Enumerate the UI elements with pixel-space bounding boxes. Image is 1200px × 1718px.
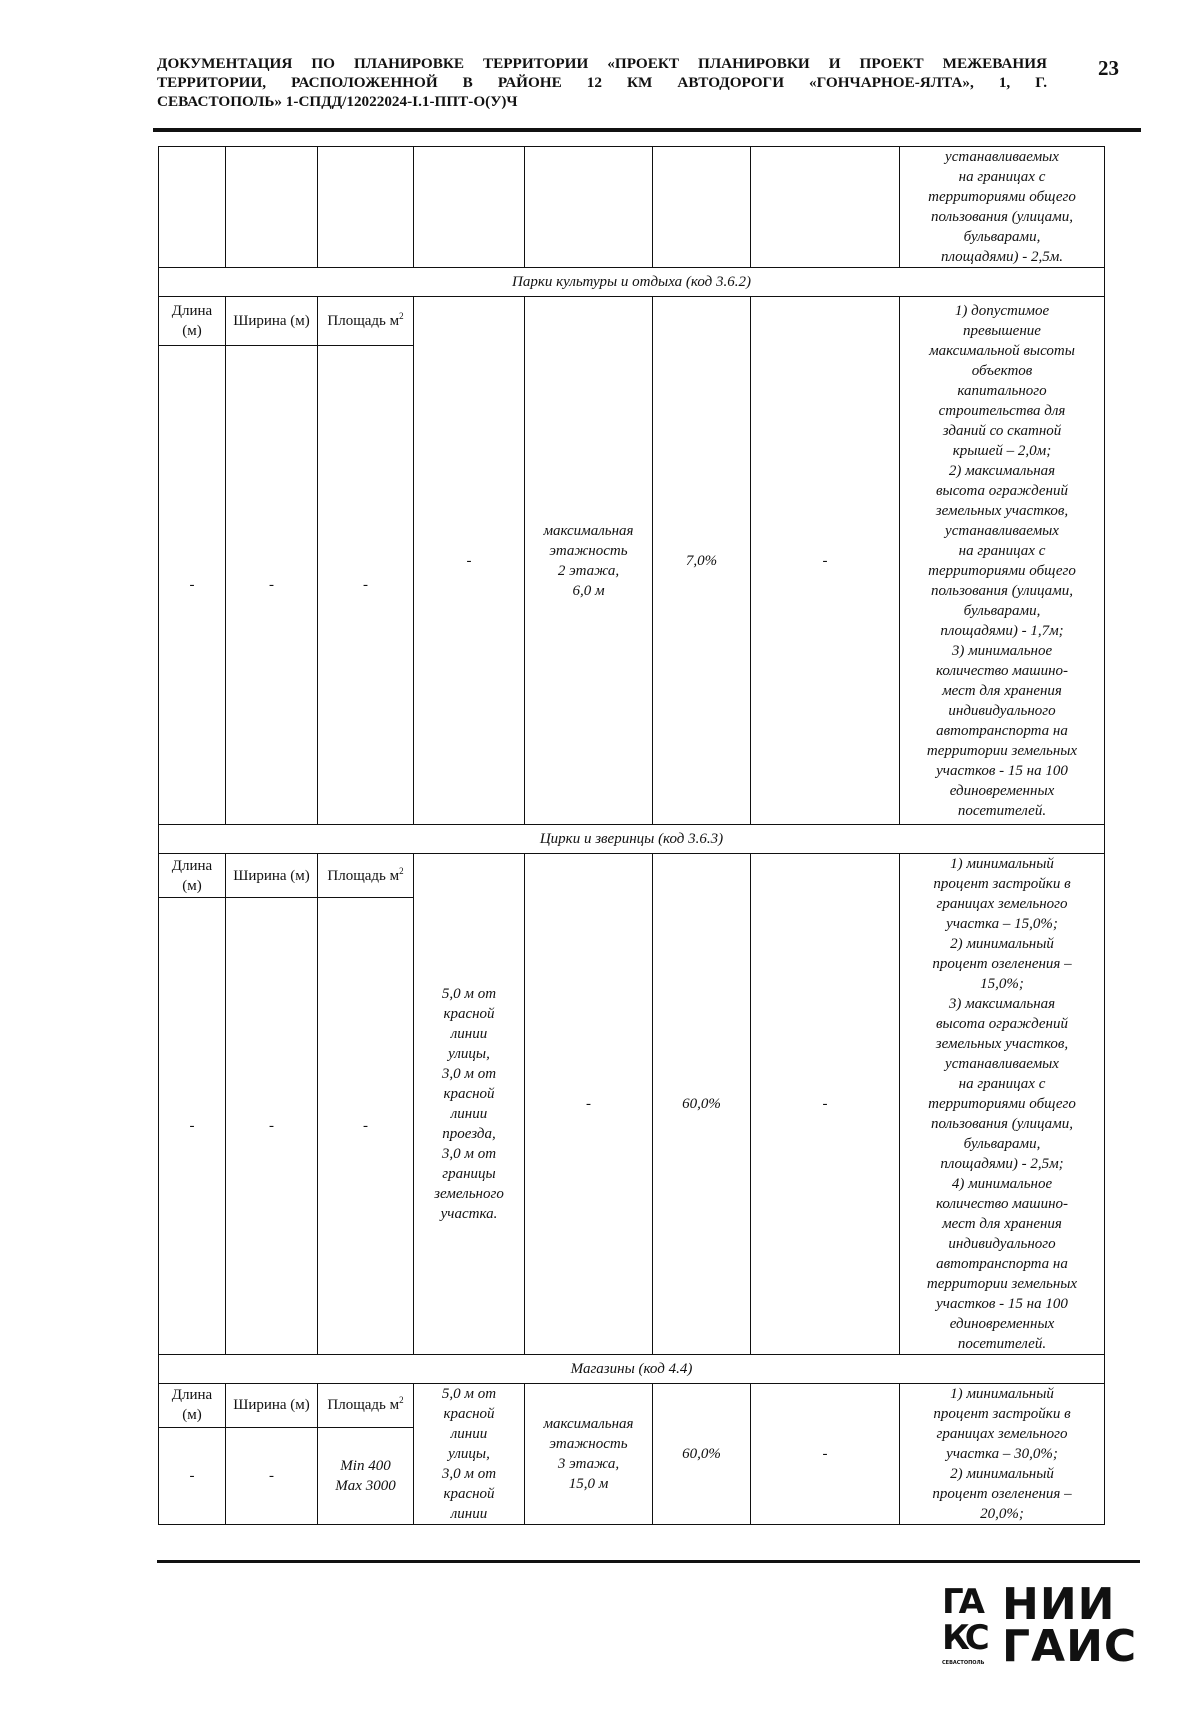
table-row	[159, 1384, 1105, 1428]
other-cell: -	[751, 297, 900, 825]
section-title: Парки культуры и отдыха (код 3.6.2)	[159, 268, 1105, 297]
coverage-cell: 60,0%	[653, 1384, 751, 1525]
header-line-3: СЕВАСТОПОЛЬ» 1-СПДД/12022024-I.1-ППТ-О(У)Ч	[157, 93, 518, 110]
header-line-2: ТЕРРИТОРИИ, РАСПОЛОЖЕННОЙ В РАЙОНЕ 12 КМ АВТОДОРОГИ «ГОНЧАРНОЕ-ЯЛТА», 1, Г.	[157, 74, 1047, 91]
column-header-width: Ширина (м)	[226, 1384, 318, 1428]
column-header-area	[318, 1384, 414, 1428]
column-header-area-superscript: 2	[399, 1395, 404, 1406]
setback-cell: 5,0 м от красной линии улицы, 3,0 м от красной линии проезда, 3,0 м от границы земельного участка.	[414, 854, 525, 1355]
notes-cell: 1) минимальный процент застройки в границах земельного участка – 30,0%; 2) минимальный процент озеленения – 20,0%;	[900, 1384, 1105, 1525]
column-header-area	[318, 297, 414, 346]
nii-gais-logo	[942, 1579, 1138, 1672]
floors-cell: максимальная этажность 3 этажа, 15,0 м	[525, 1384, 653, 1525]
logo-name-bottom: ГАИС	[1002, 1621, 1138, 1672]
table-row	[159, 147, 1105, 268]
logo-mark-top: ГА	[942, 1582, 980, 1622]
area-cell: -	[318, 346, 414, 825]
section-title: Цирки и зверинцы (код 3.6.3)	[159, 825, 1105, 854]
column-header-width: Ширина (м)	[226, 854, 318, 898]
column-header-width: Ширина (м)	[226, 297, 318, 346]
area-cell: Min 400 Max 3000	[318, 1427, 414, 1524]
column-header-area-label: Площадь м	[327, 1397, 400, 1414]
notes-cell: 1) допустимое превышение максимальной высоты объектов капитального строительства для зданий со скатной крышей – 2,0м; 2) максимальная высота ограждений земельных участков, устанавливаемых на границах с территориями общего пользования (улицами, бульварами, площадями) - 1,7м; 3) минимальное количество машино- мест для хранения индивидуального автотранспорта на территории земельных участков - 15 на 100 единовременных посетителей.	[900, 297, 1105, 825]
footer-divider	[157, 1560, 1140, 1563]
coverage-cell: 60,0%	[653, 854, 751, 1355]
column-header-length: Длина (м)	[159, 854, 226, 898]
column-header-area-superscript: 2	[399, 311, 404, 321]
document-header	[157, 54, 1047, 111]
width-cell: -	[226, 1427, 318, 1524]
header-line-1: ДОКУМЕНТАЦИЯ ПО ПЛАНИРОВКЕ ТЕРРИТОРИИ «ПРОЕКТ ПЛАНИРОВКИ И ПРОЕКТ МЕЖЕВАНИЯ	[157, 55, 1047, 72]
column-header-area-label: Площадь м	[327, 867, 400, 884]
section-title-row	[159, 268, 1105, 297]
length-cell: -	[159, 898, 226, 1355]
notes-cell: 1) минимальный процент застройки в границах земельного участка – 15,0%; 2) минимальный процент озеленения – 15,0%; 3) максимальная высота ограждений земельных участков, устанавливаемых на границах с территориями общего пользования (улицами, бульварами, площадями) - 2,5м; 4) минимальное количество машино- мест для хранения индивидуального автотранспорта на территории земельных участков - 15 на 100 единовременных посетителей.	[900, 854, 1105, 1355]
other-cell: -	[751, 1384, 900, 1525]
length-cell: -	[159, 346, 226, 825]
table-row	[159, 854, 1105, 898]
logo-city: СЕВАСТОПОЛЬ	[942, 1660, 985, 1666]
regulations-table	[158, 146, 1105, 1525]
floors-cell: -	[525, 854, 653, 1355]
column-header-area-superscript: 2	[399, 865, 404, 876]
column-header-area-label: Площадь м	[327, 313, 400, 329]
table-row	[159, 297, 1105, 346]
column-header-length: Длина (м)	[159, 1384, 226, 1428]
floors-cell: максимальная этажность 2 этажа, 6,0 м	[525, 297, 653, 825]
other-cell: -	[751, 854, 900, 1355]
column-header-length: Длина (м)	[159, 297, 226, 346]
continuation-note: устанавливаемых на границах с территориями общего пользования (улицами, бульварами, площадями) - 2,5м.	[900, 147, 1105, 268]
column-header-area	[318, 854, 414, 898]
header-divider	[153, 128, 1141, 132]
width-cell: -	[226, 346, 318, 825]
setback-cell: -	[414, 297, 525, 825]
logo-mark-bottom: КС	[942, 1618, 985, 1658]
page-number: 23	[1098, 56, 1119, 80]
section-title-row	[159, 1355, 1105, 1384]
setback-cell: 5,0 м от красной линии улицы, 3,0 м от красной линии	[414, 1384, 525, 1525]
section-title-row	[159, 825, 1105, 854]
length-cell: -	[159, 1427, 226, 1524]
area-cell: -	[318, 898, 414, 1355]
width-cell: -	[226, 898, 318, 1355]
logo-name-top: НИИ	[1002, 1579, 1116, 1630]
coverage-cell: 7,0%	[653, 297, 751, 825]
section-title: Магазины (код 4.4)	[159, 1355, 1105, 1384]
